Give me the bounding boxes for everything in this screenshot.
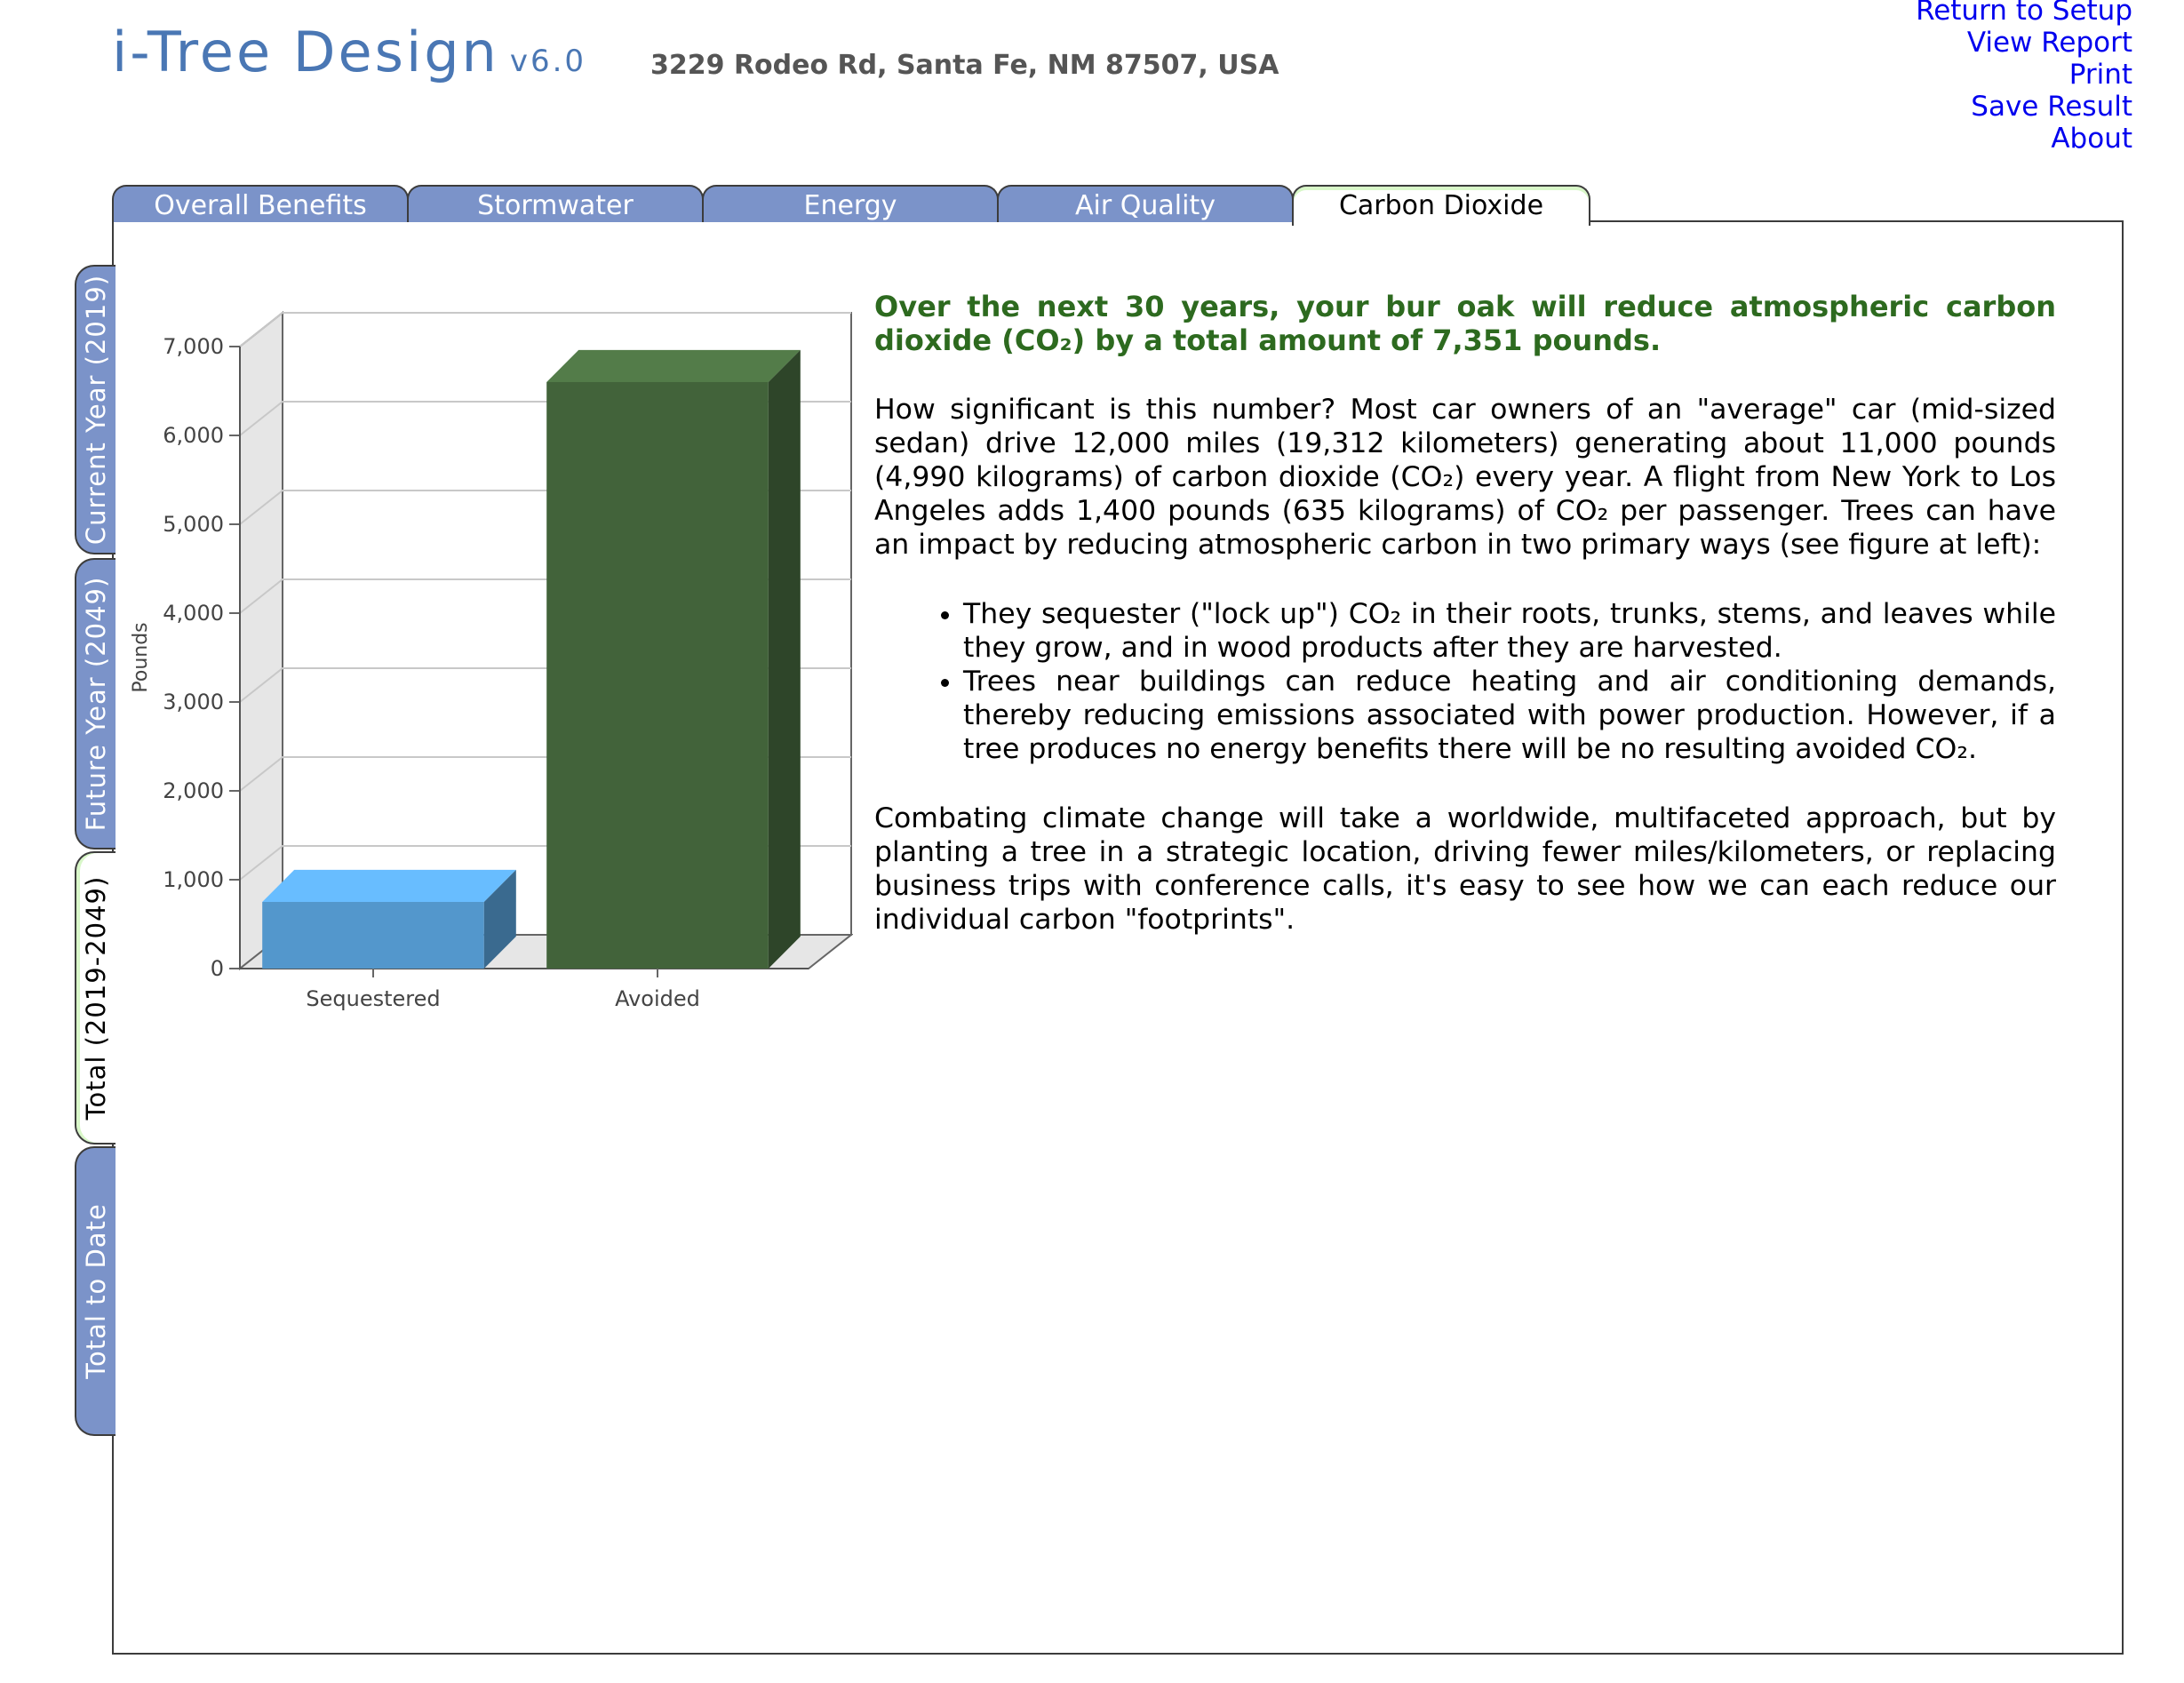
bar-top (262, 870, 516, 902)
co2-bar-chart (124, 284, 853, 1031)
side-tab-total-to-date[interactable] (75, 1146, 116, 1436)
return-to-setup-link[interactable]: Return to Setup (1916, 0, 2132, 27)
bullet-avoided: • Trees near buildings can reduce heating and air conditioning demands, thereby reducing emissions associated with power production. However, if a tree produces no energy benefits there will be no resulting avoided CO₂. (963, 665, 2056, 766)
x-tick-label: Sequestered (306, 986, 441, 1011)
bar-side (769, 350, 801, 969)
tab-energy[interactable]: Energy (702, 185, 999, 222)
bullet-list (874, 597, 2056, 766)
y-tick-label: 6,000 (163, 423, 224, 448)
y-tick-label: 1,000 (163, 867, 224, 892)
bullet-sequester: • They sequester ("lock up") CO₂ in their roots, trunks, stems, and leaves while they grow, and in wood products after they are harvested. (963, 597, 2056, 665)
y-tick-label: 2,000 (163, 778, 224, 803)
side-tab-future-year[interactable] (75, 558, 116, 849)
tab-overall-benefits[interactable]: Overall Benefits (112, 185, 409, 222)
paragraph-significance: How significant is this number? Most car owners of an "average" car (mid-sized sedan) drive 12,000 miles (19,312 kilometers) generating about 11,000 pounds (4,990 kilograms) of carbon dioxide (CO₂) every year. A flight from New York to Los Angeles adds 1,400 pounds (635 kilograms) of CO₂ per passenger. Trees can have an impact by reducing atmospheric carbon in two primary ways (see figure at left): (874, 394, 2056, 561)
tab-carbon-dioxide[interactable]: Carbon Dioxide (1292, 185, 1590, 226)
app-name: i-Tree Design (112, 20, 499, 84)
tab-air-quality[interactable]: Air Quality (997, 185, 1294, 222)
app-title (112, 20, 586, 84)
y-axis-label: Pounds (130, 622, 152, 693)
app-version: v6.0 (509, 44, 587, 79)
side-tab-current-year[interactable] (75, 265, 116, 554)
bar-front (262, 902, 484, 969)
paragraph-climate: Combating climate change will take a worldwide, multifaceted approach, but by planting a tree in a strategic location, driving fewer miles/kilometers, or replacing business trips with conference calls, it's easy to see how we can each reduce our individual carbon "footprints". (874, 802, 2056, 936)
x-tick-label: Avoided (615, 986, 700, 1011)
bar-top (546, 350, 801, 382)
side-tab-current-year-label: Current Year (2019) (81, 274, 111, 546)
y-tick-label: 0 (210, 956, 224, 981)
bar-front (546, 382, 769, 969)
y-tick-label: 7,000 (163, 334, 224, 359)
y-tick-label: 3,000 (163, 690, 224, 714)
chart-side-wall (240, 313, 283, 969)
about-link[interactable]: About (2051, 123, 2132, 155)
side-tab-total-to-date-label: Total to Date (81, 1203, 111, 1379)
top-links (1916, 0, 2132, 155)
side-tab-future-year-label: Future Year (2049) (81, 576, 111, 832)
view-report-link[interactable]: View Report (1966, 27, 2132, 59)
y-tick-label: 4,000 (163, 601, 224, 626)
save-result-link[interactable]: Save Result (1971, 91, 2132, 123)
address: 3229 Rodeo Rd, Santa Fe, NM 87507, USA (650, 50, 1279, 81)
side-tab-total-label: Total (2019-2049) (81, 875, 111, 1121)
side-tab-total[interactable] (75, 851, 116, 1145)
print-link[interactable]: Print (2068, 59, 2132, 91)
headline: Over the next 30 years, your bur oak will reduce atmospheric carbon dioxide (CO₂) by a total amount of 7,351 pounds. (874, 290, 2056, 357)
tab-stormwater[interactable]: Stormwater (407, 185, 704, 222)
y-tick-label: 5,000 (163, 512, 224, 537)
description (874, 290, 2056, 972)
